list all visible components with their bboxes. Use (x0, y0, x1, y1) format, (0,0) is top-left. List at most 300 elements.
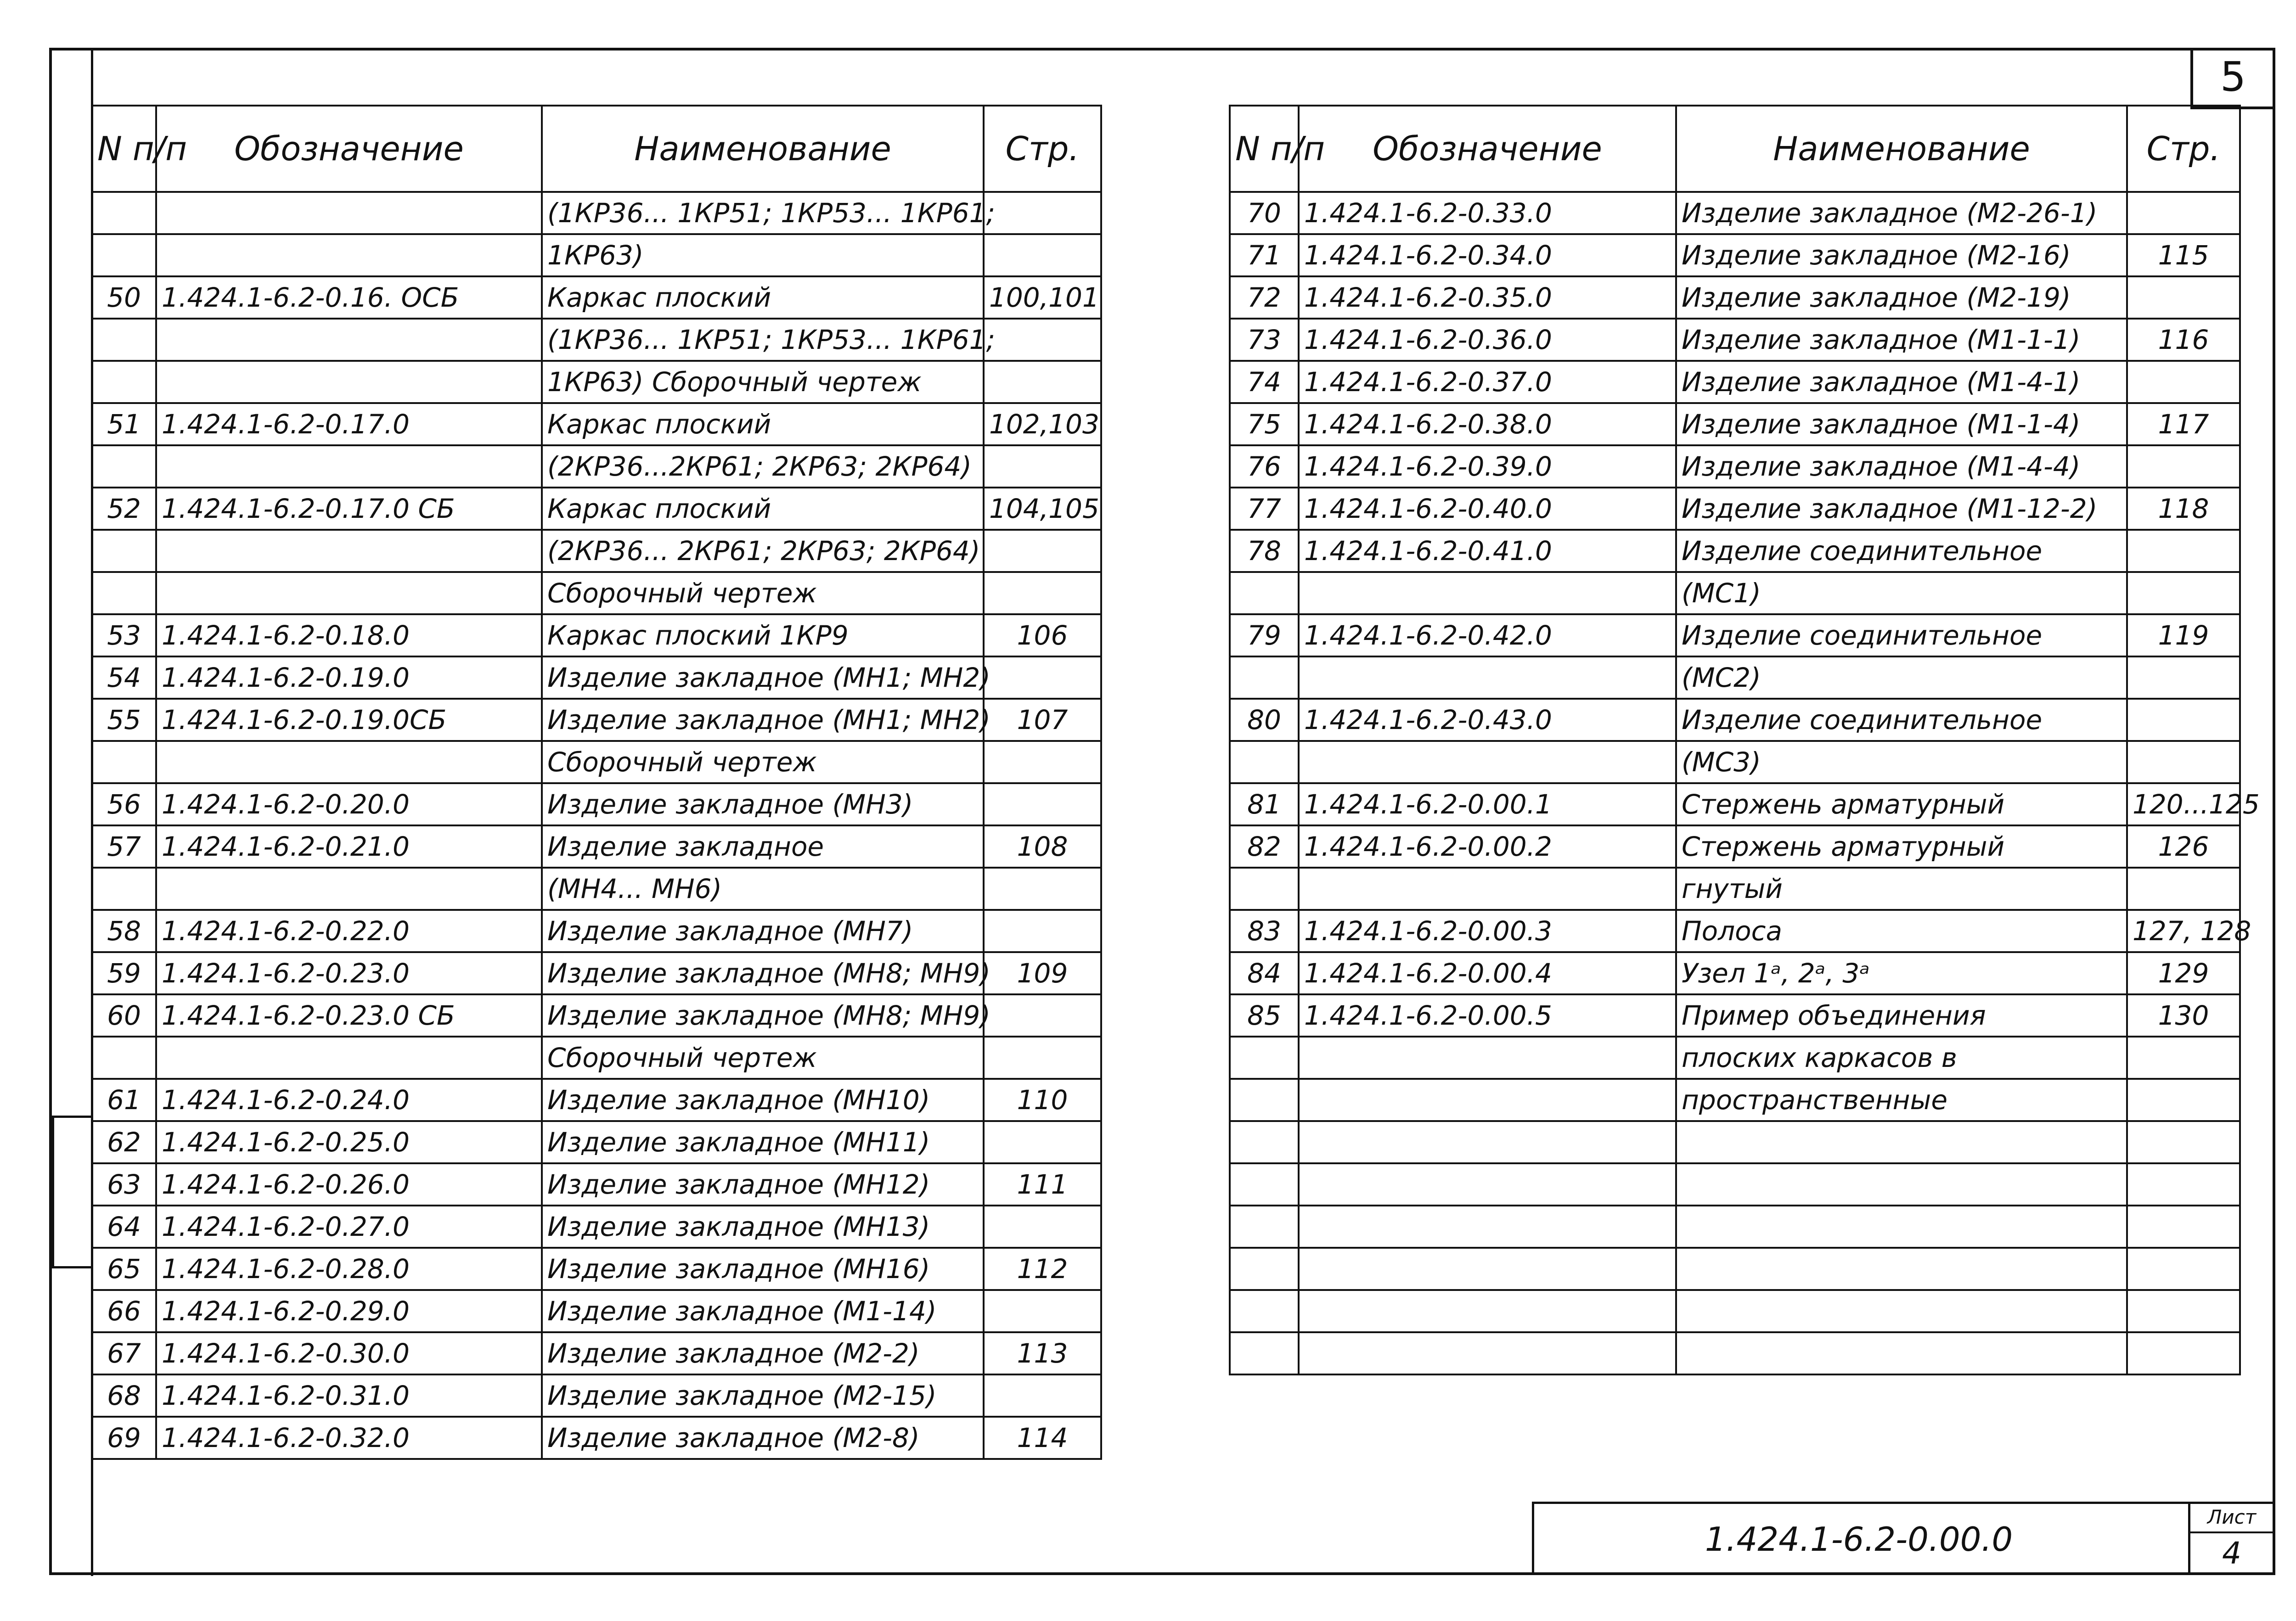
row-number (92, 868, 156, 910)
row-name: (2КР36... 2КР61; 2КР63; 2КР64) (542, 530, 984, 572)
row-name: Изделие закладное (542, 825, 984, 868)
row-number: 61 (92, 1079, 156, 1121)
row-designation: 1.424.1-6.2-0.26.0 (156, 1163, 542, 1206)
row-number: 72 (1230, 276, 1299, 319)
row-name: Изделие соединительное (1676, 614, 2127, 656)
row-name (1676, 1206, 2127, 1248)
row-page (2127, 1290, 2240, 1332)
row-number (1230, 572, 1299, 614)
row-designation: 1.424.1-6.2-0.16. ОСБ (156, 276, 542, 319)
row-number: 82 (1230, 825, 1299, 868)
row-page (2127, 699, 2240, 741)
table-row (1230, 319, 2240, 361)
row-name: Изделие закладное (МН1; МН2) (542, 656, 984, 699)
row-number: 54 (92, 656, 156, 699)
row-page (984, 868, 1101, 910)
row-page (984, 783, 1101, 825)
row-page (2127, 1121, 2240, 1163)
row-designation: 1.424.1-6.2-0.34.0 (1299, 234, 1676, 276)
row-number: 81 (1230, 783, 1299, 825)
row-page: 100,101 (984, 276, 1101, 319)
row-number (92, 319, 156, 361)
row-number: 57 (92, 825, 156, 868)
row-name: гнутый (1676, 868, 2127, 910)
row-page (2127, 1248, 2240, 1290)
table-row (1230, 403, 2240, 445)
row-name (1676, 1121, 2127, 1163)
row-number (92, 445, 156, 488)
row-name (1676, 1163, 2127, 1206)
table-row (92, 783, 1101, 825)
row-page: 129 (2127, 952, 2240, 994)
row-designation: 1.424.1-6.2-0.43.0 (1299, 699, 1676, 741)
sheet-value: 4 (2222, 1536, 2241, 1571)
row-designation: 1.424.1-6.2-0.39.0 (1299, 445, 1676, 488)
row-name: Каркас плоский (542, 488, 984, 530)
row-designation (1299, 1248, 1676, 1290)
row-designation (1299, 656, 1676, 699)
row-designation: 1.424.1-6.2-0.00.2 (1299, 825, 1676, 868)
row-designation: 1.424.1-6.2-0.20.0 (156, 783, 542, 825)
row-designation (1299, 1037, 1676, 1079)
row-page (2127, 868, 2240, 910)
row-number (1230, 1121, 1299, 1163)
row-number: 83 (1230, 910, 1299, 952)
row-page (2127, 445, 2240, 488)
table-row (92, 1374, 1101, 1417)
table-row (1230, 994, 2240, 1037)
table-row (1230, 952, 2240, 994)
table-row (92, 1037, 1101, 1079)
row-page (984, 1290, 1101, 1332)
table-row (92, 1417, 1101, 1459)
row-name: Изделие закладное (МН12) (542, 1163, 984, 1206)
row-number: 77 (1230, 488, 1299, 530)
row-name: Изделие закладное (М1-1-1) (1676, 319, 2127, 361)
row-designation: 1.424.1-6.2-0.37.0 (1299, 361, 1676, 403)
row-number: 63 (92, 1163, 156, 1206)
row-page (2127, 1332, 2240, 1374)
table-row (92, 234, 1101, 276)
row-page: 127, 128 (2127, 910, 2240, 952)
row-name: 1КР63) (542, 234, 984, 276)
row-number: 58 (92, 910, 156, 952)
row-name: 1КР63) Сборочный чертеж (542, 361, 984, 403)
binding-mark-vertical (51, 1116, 54, 1267)
table-row (92, 1290, 1101, 1332)
row-name: Изделие закладное (М2-26-1) (1676, 192, 2127, 234)
row-page: 115 (2127, 234, 2240, 276)
row-number: 62 (92, 1121, 156, 1163)
row-number: 74 (1230, 361, 1299, 403)
row-designation: 1.424.1-6.2-0.32.0 (156, 1417, 542, 1459)
row-designation: 1.424.1-6.2-0.22.0 (156, 910, 542, 952)
table-row (1230, 234, 2240, 276)
row-number: 68 (92, 1374, 156, 1417)
row-page (2127, 530, 2240, 572)
row-name: (МС2) (1676, 656, 2127, 699)
row-designation: 1.424.1-6.2-0.24.0 (156, 1079, 542, 1121)
row-number: 84 (1230, 952, 1299, 994)
row-page (984, 1037, 1101, 1079)
row-number: 76 (1230, 445, 1299, 488)
row-page (2127, 361, 2240, 403)
row-page (984, 994, 1101, 1037)
row-name: Изделие закладное (М2-2) (542, 1332, 984, 1374)
row-number: 50 (92, 276, 156, 319)
row-name: (МН4... МН6) (542, 868, 984, 910)
row-name: Стержень арматурный (1676, 825, 2127, 868)
row-number (92, 741, 156, 783)
row-page: 104,105 (984, 488, 1101, 530)
row-page (984, 361, 1101, 403)
table-row (92, 741, 1101, 783)
row-number: 78 (1230, 530, 1299, 572)
table-row (1230, 1290, 2240, 1332)
row-designation (156, 192, 542, 234)
row-page (984, 1374, 1101, 1417)
row-designation: 1.424.1-6.2-0.31.0 (156, 1374, 542, 1417)
row-number: 73 (1230, 319, 1299, 361)
header-code: Обозначение (1299, 106, 1676, 192)
row-page: 107 (984, 699, 1101, 741)
row-number: 59 (92, 952, 156, 994)
table-row (1230, 488, 2240, 530)
row-number (1230, 1163, 1299, 1206)
row-page (2127, 572, 2240, 614)
row-name: Сборочный чертеж (542, 572, 984, 614)
row-name: Стержень арматурный (1676, 783, 2127, 825)
row-number (1230, 868, 1299, 910)
table-row (1230, 1163, 2240, 1206)
row-page (984, 1121, 1101, 1163)
row-page (984, 530, 1101, 572)
row-number: 80 (1230, 699, 1299, 741)
row-number: 55 (92, 699, 156, 741)
sheet-label: Лист (2190, 1504, 2273, 1533)
row-page: 118 (2127, 488, 2240, 530)
row-designation: 1.424.1-6.2-0.36.0 (1299, 319, 1676, 361)
row-page (984, 741, 1101, 783)
row-number: 71 (1230, 234, 1299, 276)
row-number: 85 (1230, 994, 1299, 1037)
row-designation: 1.424.1-6.2-0.33.0 (1299, 192, 1676, 234)
table-row (92, 319, 1101, 361)
row-page (984, 234, 1101, 276)
row-number: 52 (92, 488, 156, 530)
row-name: Изделие закладное (М2-19) (1676, 276, 2127, 319)
table-row (1230, 825, 2240, 868)
table-row (1230, 1121, 2240, 1163)
row-page: 126 (2127, 825, 2240, 868)
row-name: пространственные (1676, 1079, 2127, 1121)
row-page (984, 445, 1101, 488)
row-number (1230, 656, 1299, 699)
table-row (92, 699, 1101, 741)
table-row (92, 1163, 1101, 1206)
header-num: N п/п (92, 106, 156, 192)
row-number (92, 192, 156, 234)
row-number (1230, 1248, 1299, 1290)
row-page: 130 (2127, 994, 2240, 1037)
row-page (984, 192, 1101, 234)
header-page: Стр. (2127, 106, 2240, 192)
row-number: 79 (1230, 614, 1299, 656)
table-row (1230, 1206, 2240, 1248)
row-page (2127, 1206, 2240, 1248)
row-designation: 1.424.1-6.2-0.23.0 (156, 952, 542, 994)
table-row (92, 656, 1101, 699)
row-designation: 1.424.1-6.2-0.30.0 (156, 1332, 542, 1374)
row-page (2127, 656, 2240, 699)
row-name: Сборочный чертеж (542, 741, 984, 783)
row-number: 56 (92, 783, 156, 825)
table-row (1230, 656, 2240, 699)
header-page: Стр. (984, 106, 1101, 192)
row-number: 70 (1230, 192, 1299, 234)
row-page: 120...125 (2127, 783, 2240, 825)
row-designation (1299, 572, 1676, 614)
row-designation: 1.424.1-6.2-0.29.0 (156, 1290, 542, 1332)
header-code: Обозначение (156, 106, 542, 192)
row-name: Изделие закладное (МН3) (542, 783, 984, 825)
row-designation (156, 530, 542, 572)
row-name: Пример объединения (1676, 994, 2127, 1037)
row-number: 51 (92, 403, 156, 445)
table-row (92, 1079, 1101, 1121)
table-row (92, 614, 1101, 656)
row-name: Изделие закладное (М1-4-4) (1676, 445, 2127, 488)
row-page (984, 1206, 1101, 1248)
row-page: 109 (984, 952, 1101, 994)
table-row (92, 572, 1101, 614)
row-page: 116 (2127, 319, 2240, 361)
row-page: 111 (984, 1163, 1101, 1206)
row-number (92, 234, 156, 276)
row-designation: 1.424.1-6.2-0.19.0СБ (156, 699, 542, 741)
row-name: Изделие закладное (МН1; МН2) (542, 699, 984, 741)
table-row (1230, 276, 2240, 319)
table-row (1230, 1037, 2240, 1079)
row-designation (1299, 1163, 1676, 1206)
row-designation (156, 1037, 542, 1079)
row-name: (1КР36... 1КР51; 1КР53... 1КР61; (542, 319, 984, 361)
row-designation: 1.424.1-6.2-0.00.5 (1299, 994, 1676, 1037)
table-row (92, 1121, 1101, 1163)
row-designation: 1.424.1-6.2-0.21.0 (156, 825, 542, 868)
row-page (2127, 1079, 2240, 1121)
row-name: Узел 1ᵃ, 2ᵃ, 3ᵃ (1676, 952, 2127, 994)
row-number: 75 (1230, 403, 1299, 445)
row-designation (1299, 868, 1676, 910)
row-designation: 1.424.1-6.2-0.42.0 (1299, 614, 1676, 656)
row-designation (156, 572, 542, 614)
row-name: Изделие соединительное (1676, 699, 2127, 741)
row-designation (1299, 1332, 1676, 1374)
table-row (92, 445, 1101, 488)
row-number (1230, 1290, 1299, 1332)
row-designation: 1.424.1-6.2-0.28.0 (156, 1248, 542, 1290)
row-designation: 1.424.1-6.2-0.25.0 (156, 1121, 542, 1163)
row-page (984, 656, 1101, 699)
row-number (1230, 1037, 1299, 1079)
row-page: 110 (984, 1079, 1101, 1121)
row-number: 65 (92, 1248, 156, 1290)
right-table-body (1230, 192, 2260, 1374)
row-page: 102,103 (984, 403, 1101, 445)
table-row (1230, 530, 2240, 572)
table-row (1230, 910, 2240, 952)
left-table-body (92, 192, 1101, 1459)
row-number: 60 (92, 994, 156, 1037)
row-number: 67 (92, 1332, 156, 1374)
table-row (92, 276, 1101, 319)
row-designation (156, 868, 542, 910)
table-row (92, 488, 1101, 530)
table-row (92, 910, 1101, 952)
row-page: 119 (2127, 614, 2240, 656)
row-number (1230, 1079, 1299, 1121)
row-designation: 1.424.1-6.2-0.41.0 (1299, 530, 1676, 572)
row-designation: 1.424.1-6.2-0.00.4 (1299, 952, 1676, 994)
table-header-row (92, 106, 1101, 192)
table-row (92, 403, 1101, 445)
header-num: N п/п (1230, 106, 1299, 192)
row-number (1230, 741, 1299, 783)
row-designation: 1.424.1-6.2-0.18.0 (156, 614, 542, 656)
row-designation (1299, 1121, 1676, 1163)
row-page: 106 (984, 614, 1101, 656)
row-name: (МС3) (1676, 741, 2127, 783)
row-designation: 1.424.1-6.2-0.35.0 (1299, 276, 1676, 319)
left-spec-table (91, 105, 1102, 1460)
table-row (1230, 741, 2240, 783)
row-designation: 1.424.1-6.2-0.40.0 (1299, 488, 1676, 530)
table-row (92, 530, 1101, 572)
row-number: 53 (92, 614, 156, 656)
table-row (92, 192, 1101, 234)
table-row (1230, 699, 2240, 741)
row-name: Изделие закладное (М1-4-1) (1676, 361, 2127, 403)
row-name: (2КР36...2КР61; 2КР63; 2КР64) (542, 445, 984, 488)
row-number (1230, 1206, 1299, 1248)
row-name: Каркас плоский (542, 276, 984, 319)
row-name: Каркас плоский (542, 403, 984, 445)
row-name: Изделие закладное (М1-14) (542, 1290, 984, 1332)
table-row (1230, 1332, 2240, 1374)
row-name (1676, 1332, 2127, 1374)
table-row (1230, 783, 2240, 825)
row-name: Изделие закладное (М2-16) (1676, 234, 2127, 276)
row-designation (156, 445, 542, 488)
table-row (92, 1248, 1101, 1290)
row-number: 69 (92, 1417, 156, 1459)
row-name: плоских каркасов в (1676, 1037, 2127, 1079)
row-designation (1299, 1079, 1676, 1121)
row-name: Изделие закладное (МН8; МН9) (542, 994, 984, 1037)
row-designation (156, 234, 542, 276)
row-designation (156, 361, 542, 403)
row-page (2127, 1037, 2240, 1079)
row-page (2127, 192, 2240, 234)
document-code: 1.424.1-6.2-0.00.0 (1705, 1520, 2013, 1559)
row-designation (1299, 741, 1676, 783)
sheet-box (2188, 1504, 2273, 1575)
header-name: Наименование (1676, 106, 2127, 192)
table-row (1230, 614, 2240, 656)
row-name: Каркас плоский 1КР9 (542, 614, 984, 656)
row-designation: 1.424.1-6.2-0.00.3 (1299, 910, 1676, 952)
row-name: Изделие закладное (МН11) (542, 1121, 984, 1163)
row-name: Сборочный чертеж (542, 1037, 984, 1079)
table-row (92, 952, 1101, 994)
row-name: Изделие закладное (МН13) (542, 1206, 984, 1248)
row-name (1676, 1248, 2127, 1290)
row-designation: 1.424.1-6.2-0.17.0 (156, 403, 542, 445)
row-name: Изделие закладное (МН10) (542, 1079, 984, 1121)
table-row (1230, 1248, 2240, 1290)
row-number (92, 572, 156, 614)
row-page: 117 (2127, 403, 2240, 445)
row-name: Изделие закладное (МН7) (542, 910, 984, 952)
row-designation (156, 741, 542, 783)
row-designation: 1.424.1-6.2-0.38.0 (1299, 403, 1676, 445)
table-row (1230, 572, 2240, 614)
table-row (92, 1332, 1101, 1374)
row-page (2127, 741, 2240, 783)
table-row (1230, 1079, 2240, 1121)
row-name: Изделие закладное (МН8; МН9) (542, 952, 984, 994)
table-row (1230, 361, 2240, 403)
binding-mark-top (51, 1116, 91, 1118)
row-designation (156, 319, 542, 361)
row-name: Изделие закладное (М1-1-4) (1676, 403, 2127, 445)
binding-mark-bottom (51, 1266, 91, 1268)
row-name: (1КР36... 1КР51; 1КР53... 1КР61; (542, 192, 984, 234)
row-name: Изделие закладное (МН16) (542, 1248, 984, 1290)
table-row (92, 1206, 1101, 1248)
sheet-number: 5 (2190, 48, 2273, 109)
row-number (92, 530, 156, 572)
row-designation (1299, 1206, 1676, 1248)
row-page: 112 (984, 1248, 1101, 1290)
title-block-stamp (1532, 1502, 2273, 1575)
row-designation (1299, 1290, 1676, 1332)
table-row (1230, 868, 2240, 910)
table-row (92, 994, 1101, 1037)
row-name: Изделие соединительное (1676, 530, 2127, 572)
table-header-row (1230, 106, 2240, 192)
table-row (92, 868, 1101, 910)
table-row (92, 825, 1101, 868)
row-number (92, 1037, 156, 1079)
row-page (984, 319, 1101, 361)
table-row (92, 361, 1101, 403)
row-page: 114 (984, 1417, 1101, 1459)
row-name: Изделие закладное (М2-15) (542, 1374, 984, 1417)
table-row (1230, 445, 2240, 488)
row-number: 64 (92, 1206, 156, 1248)
right-spec-table (1229, 105, 2260, 1375)
row-designation: 1.424.1-6.2-0.23.0 СБ (156, 994, 542, 1037)
row-number: 66 (92, 1290, 156, 1332)
row-number (1230, 1332, 1299, 1374)
row-page (984, 910, 1101, 952)
table-row (1230, 192, 2240, 234)
row-page: 108 (984, 825, 1101, 868)
row-name: Изделие закладное (М2-8) (542, 1417, 984, 1459)
row-name: (МС1) (1676, 572, 2127, 614)
